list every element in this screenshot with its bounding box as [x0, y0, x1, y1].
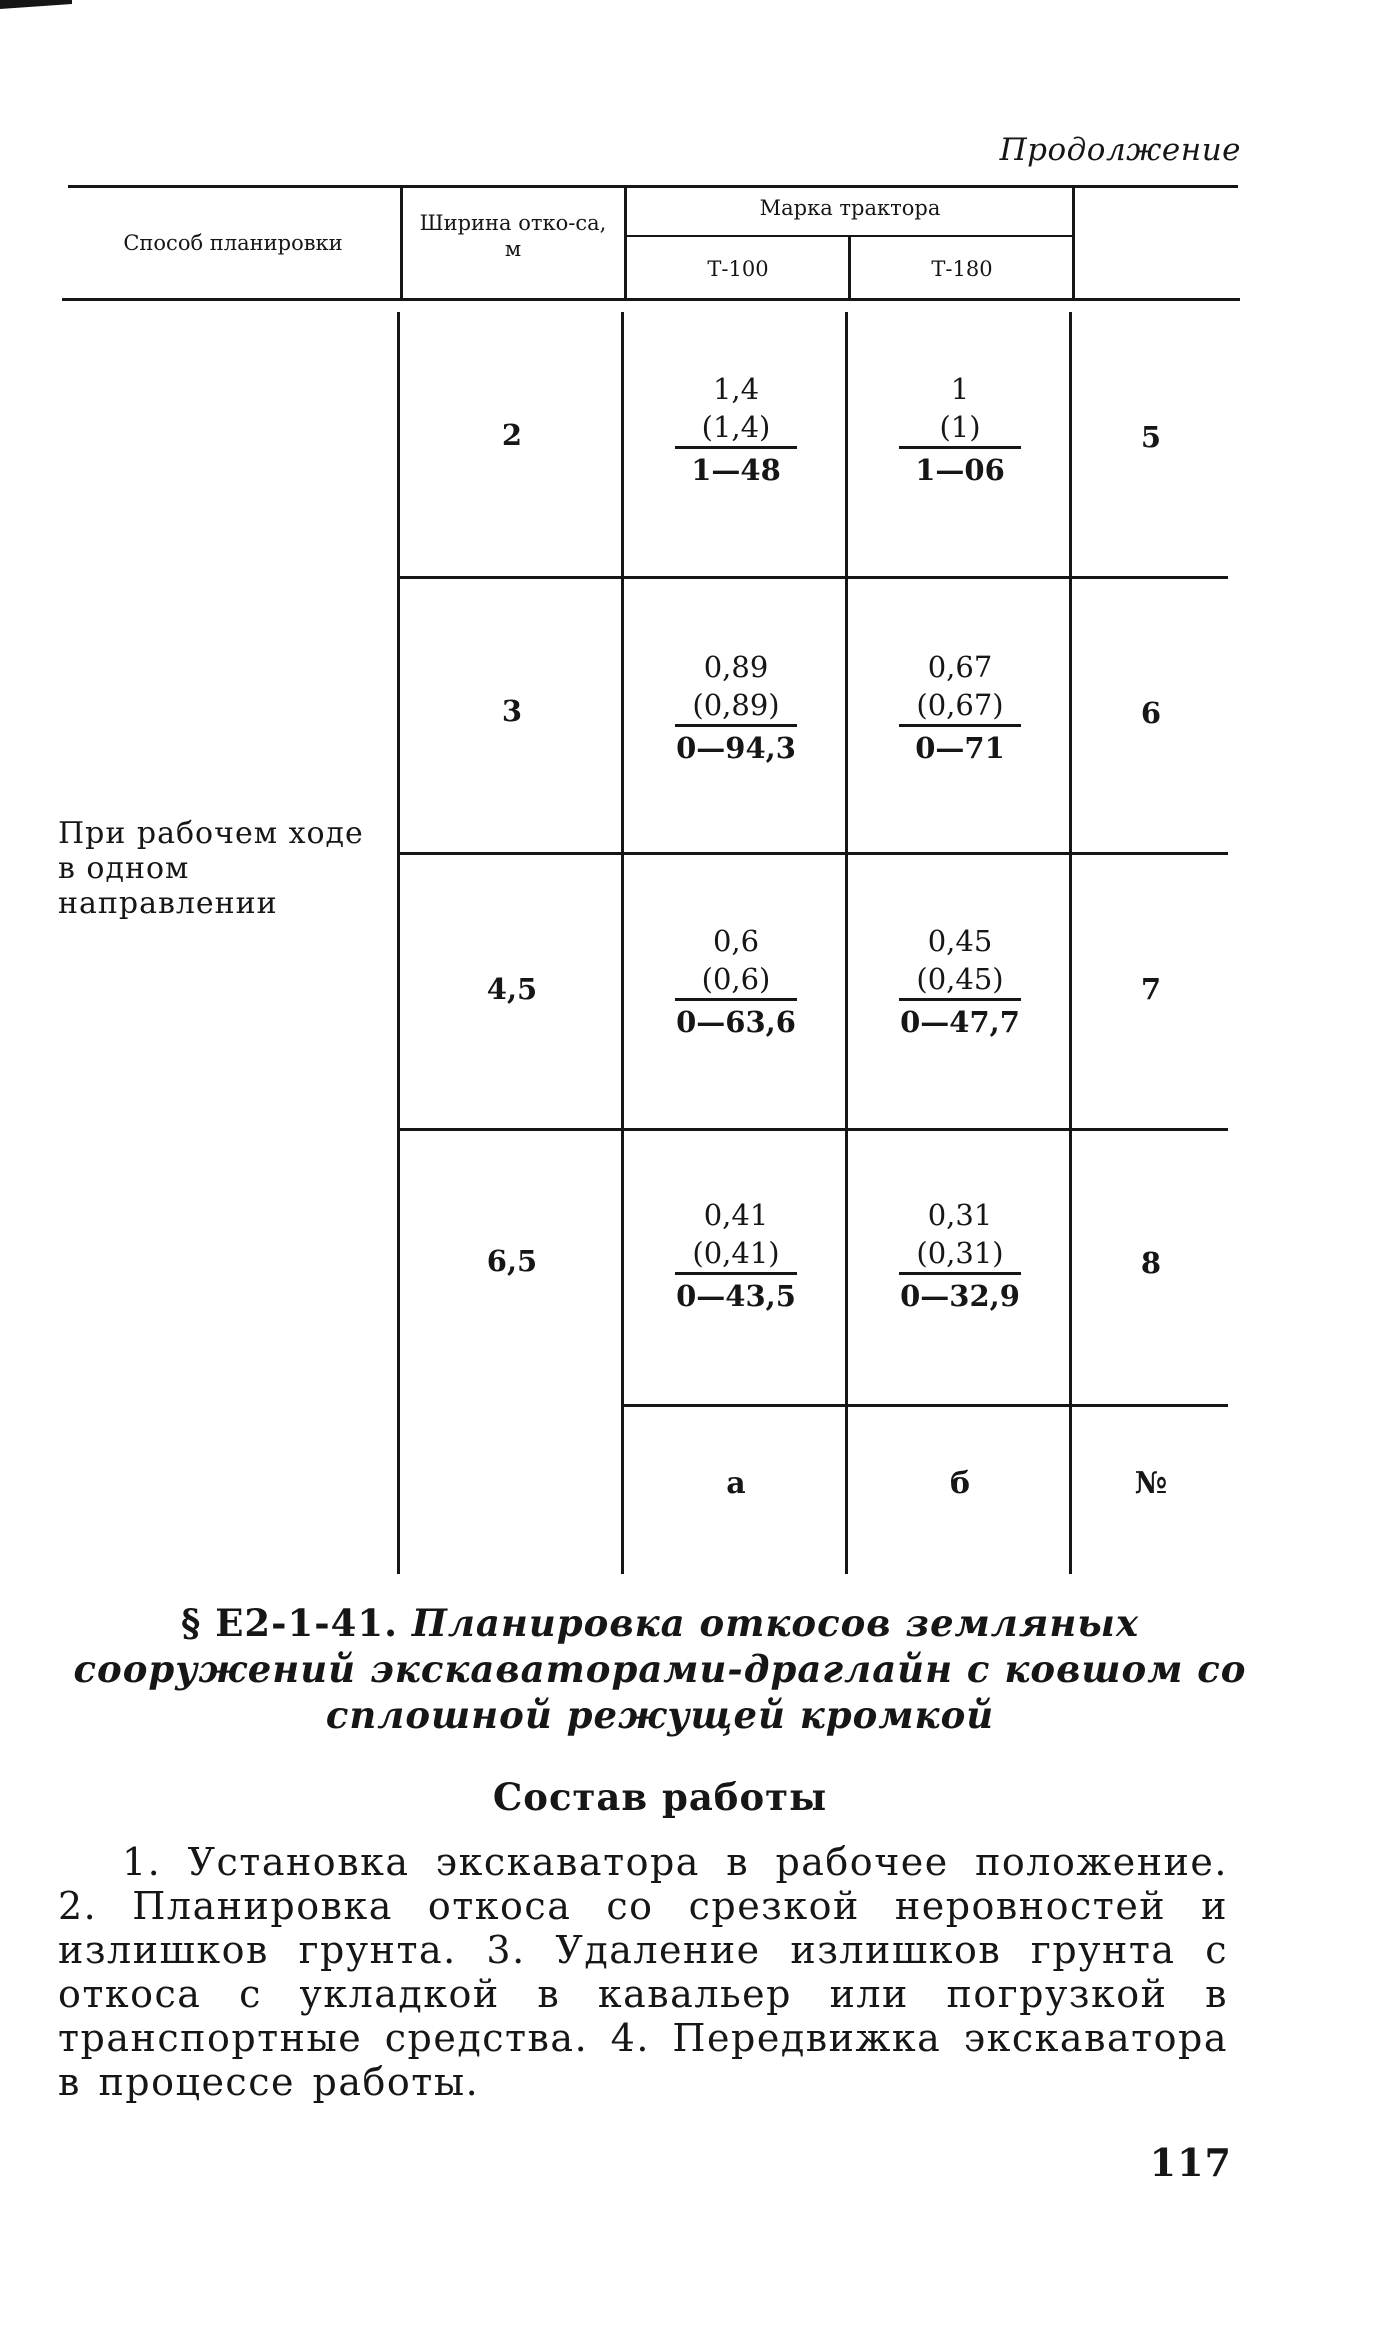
width-cell: 6,5: [486, 1244, 538, 1278]
norm-time-alt: (0,6): [675, 960, 797, 1001]
header-bottom-rule: [62, 298, 1240, 301]
col-line-width: [624, 188, 627, 298]
row-divider-2: [400, 852, 1228, 855]
norm-time: 0,45: [927, 924, 993, 958]
t100-norm: [628, 922, 844, 1041]
header-slope-width: Ширина отко-са, м: [419, 211, 607, 261]
scan-corner-mark: [0, 0, 72, 9]
row-number: 7: [1140, 972, 1162, 1006]
norm-price: 0—63,6: [676, 1005, 796, 1039]
footer-divider: [624, 1404, 1228, 1407]
norm-time-alt: (1): [899, 408, 1021, 449]
method-cell: При рабочем ходе в одном направлении: [58, 816, 364, 921]
row-divider-1: [400, 576, 1228, 579]
continuation-label: Продолжение: [999, 132, 1241, 168]
col-line-width-body: [621, 312, 624, 1574]
norm-time-alt: (0,31): [899, 1234, 1021, 1275]
header-t100: Т-100: [707, 257, 769, 281]
norm-price: 1—06: [915, 453, 1005, 487]
norm-time: 1,4: [712, 372, 760, 406]
t100-norm: [628, 370, 844, 489]
table-top-rule: [68, 185, 1238, 188]
norm-price: 0—71: [915, 731, 1005, 765]
row-number: 6: [1140, 696, 1162, 730]
subsection-heading: Состав работы: [492, 1775, 828, 1819]
header-t180: Т-180: [931, 257, 993, 281]
width-cell: 2: [501, 418, 523, 452]
norm-price: 1—48: [691, 453, 781, 487]
width-cell: 4,5: [486, 972, 538, 1006]
norm-time-alt: (0,89): [675, 686, 797, 727]
norm-time: 0,41: [703, 1198, 769, 1232]
norm-price: 0—43,5: [676, 1279, 796, 1313]
norm-price: 0—32,9: [900, 1279, 1020, 1313]
norm-time-alt: (0,41): [675, 1234, 797, 1275]
page-number: 117: [1149, 2140, 1232, 2185]
norm-time: 0,6: [712, 924, 760, 958]
col-line-t180: [1072, 188, 1075, 298]
header-method: Способ планировки: [123, 231, 343, 255]
t100-norm: [628, 1196, 844, 1315]
norm-time-alt: (0,45): [899, 960, 1021, 1001]
norm-time: 0,89: [703, 650, 769, 684]
col-line-t100: [848, 237, 851, 298]
t180-norm: [852, 370, 1068, 489]
footer-label-number: №: [1134, 1466, 1168, 1501]
norm-time: 1: [950, 372, 970, 406]
col-line-method-body: [397, 312, 400, 1574]
t100-norm: [628, 648, 844, 767]
section-heading: [60, 1600, 1260, 1738]
norm-time-alt: (1,4): [675, 408, 797, 449]
row-divider-3: [400, 1128, 1228, 1131]
t180-norm: [852, 648, 1068, 767]
norm-price: 0—47,7: [900, 1005, 1020, 1039]
footer-label-a: а: [726, 1466, 746, 1501]
norm-time-alt: (0,67): [899, 686, 1021, 727]
width-cell: 3: [501, 694, 523, 728]
norm-time: 0,67: [927, 650, 993, 684]
col-line-method: [400, 188, 403, 298]
work-composition-text: 1. Установка экскаватора в рабочее положение. 2. Планировка откоса со срезкой неровностей и излишков грунта. 3. Удаление излишков грунта с откоса с укладкой в кавальер или погрузкой в транспортные средства. 4. Передвижка экскаватора в процессе работы.: [58, 1840, 1228, 2104]
t180-norm: [852, 922, 1068, 1041]
t180-norm: [852, 1196, 1068, 1315]
section-title-text: Планировка откосов земляных сооружений экскаваторами-драглайн с ковшом со сплошной режущей кромкой: [73, 1601, 1247, 1737]
row-number: 8: [1140, 1246, 1162, 1280]
header-tractor-brand: Марка трактора: [759, 196, 941, 220]
norm-price: 0—94,3: [676, 731, 796, 765]
col-line-t180-body: [1069, 312, 1072, 1574]
col-line-t100-body: [845, 312, 848, 1574]
norm-time: 0,31: [927, 1198, 993, 1232]
row-number: 5: [1140, 420, 1162, 454]
section-number: § Е2-1-41.: [180, 1601, 398, 1645]
footer-label-b: б: [949, 1466, 970, 1501]
